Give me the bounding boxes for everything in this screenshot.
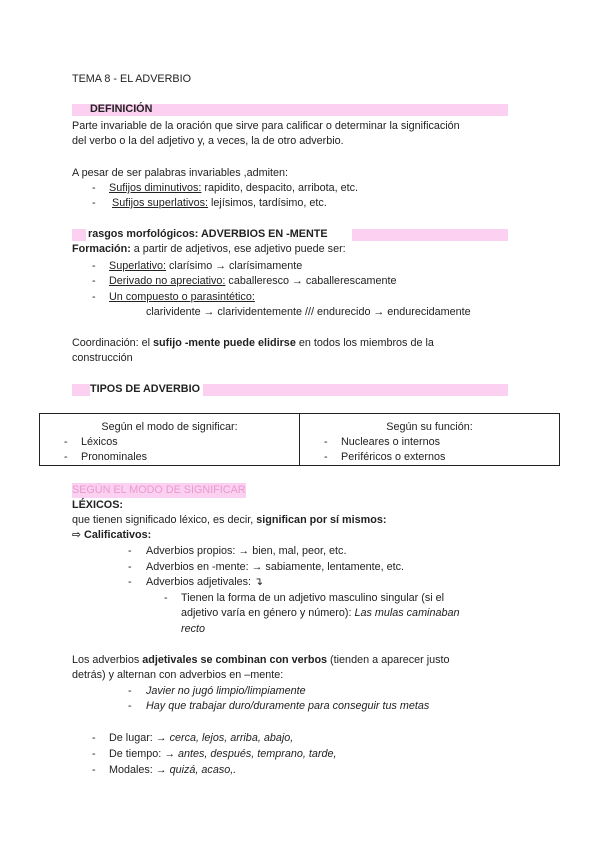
- example-javier: Javier no jugó limpio/limpiamente: [146, 685, 306, 697]
- clase-modales: Modales: → quizá, acaso,.: [109, 764, 237, 776]
- list-item: -: [92, 748, 96, 760]
- coordinacion-line-1: Coordinación: el sufijo -mente puede elidirse en todos los miembros de la: [72, 337, 434, 349]
- example-trabajar: Hay que trabajar duro/duramente para conseguir tus metas: [146, 700, 430, 712]
- tipos-heading: TIPOS DE ADVERBIO: [90, 382, 203, 397]
- tipos-table: [39, 413, 560, 466]
- modo-heading: SEGÚN EL MODO DE SIGNIFICAR: [72, 484, 246, 496]
- list-item: Adverbios propios: → bien, mal, peor, etc.: [146, 545, 347, 557]
- list-item: Superlativo: clarísimo → clarísimamente: [109, 260, 303, 272]
- sufijos-superlativos-label: Sufijos superlativos:: [112, 197, 209, 209]
- list-item: - Nucleares o internos: [324, 436, 441, 448]
- list-item: -: [128, 561, 132, 573]
- coordinacion-line-2: construcción: [72, 352, 133, 364]
- clase-lugar: De lugar: → cerca, lejos, arriba, abajo,: [109, 732, 294, 744]
- list-item: Adverbios adjetivales: ↴: [146, 576, 264, 588]
- list-item: Derivado no apreciativo: caballeresco → caballerescamente: [109, 275, 397, 287]
- list-item: -: [92, 732, 96, 744]
- list-item: -: [92, 260, 96, 272]
- list-item: - Pronominales: [64, 451, 148, 463]
- definicion-line-1: Parte invariable de la oración que sirve para calificar o determinar la significación: [72, 120, 460, 132]
- modo-significar-title: Según el modo de significar:: [101, 421, 238, 433]
- list-item: -: [92, 197, 96, 209]
- list-item: -: [128, 545, 132, 557]
- funcion-title: Según su función:: [386, 421, 473, 433]
- parasintetico-example: clarividente → clarividentemente /// endurecido → endurecidamente: [146, 306, 471, 318]
- lexicos-definition: que tienen significado léxico, es decir, significan por sí mismos:: [72, 514, 387, 526]
- adjetival-desc-1: Tienen la forma de un adjetivo masculino singular (si el: [181, 592, 445, 604]
- list-item: -: [92, 275, 96, 287]
- list-item: - Léxicos: [64, 436, 118, 448]
- list-item: -: [92, 764, 96, 776]
- calificativos-heading: ⇨ Calificativos:: [72, 529, 152, 541]
- list-item: - Periféricos o externos: [324, 451, 446, 463]
- page-title: TEMA 8 - EL ADVERBIO: [72, 73, 192, 85]
- list-item: -: [128, 576, 132, 588]
- adjetivales-line-1: Los adverbios adjetivales se combinan con verbos (tienden a aparecer justo: [72, 654, 450, 666]
- list-item: Sufijos superlativos: lejísimos, tardísimo, etc.: [112, 197, 327, 209]
- list-item: -: [128, 685, 132, 697]
- rasgos-highlight-left: [72, 229, 86, 241]
- list-item: -: [128, 700, 132, 712]
- list-item: -: [92, 182, 96, 194]
- adjetivales-line-2: detrás) y alternan con adverbios en –mente:: [72, 669, 284, 681]
- adjetival-desc-3: recto: [181, 623, 206, 635]
- formacion-line: Formación: a partir de adjetivos, ese adjetivo puede ser:: [72, 243, 346, 255]
- clase-tiempo: De tiempo: → antes, después, temprano, tarde,: [109, 748, 337, 760]
- definicion-heading: DEFINICIÓN: [90, 103, 153, 115]
- rasgos-heading: rasgos morfológicos: ADVERBIOS EN -MENTE: [88, 228, 328, 240]
- sufijos-diminutivos-label: Sufijos diminutivos:: [109, 182, 202, 194]
- list-item: Un compuesto o parasintético:: [109, 291, 255, 303]
- rasgos-highlight-right: [352, 229, 508, 241]
- definicion-line-2: del verbo o la del adjetivo y, a veces, la de otro adverbio.: [72, 135, 344, 147]
- list-item: -: [92, 291, 96, 303]
- invariables-intro: A pesar de ser palabras invariables ,admiten:: [72, 167, 289, 179]
- tipos-left-cell: [40, 414, 300, 466]
- tipos-right-cell: [300, 414, 560, 466]
- list-item: Sufijos diminutivos: rapidito, despacito, arribota, etc.: [109, 182, 359, 194]
- adjetival-desc-2: adjetivo varía en género y número): Las mulas caminaban: [181, 607, 460, 619]
- list-item: Adverbios en -mente: → sabiamente, lentamente, etc.: [146, 561, 405, 573]
- list-item: -: [164, 592, 168, 604]
- lexicos-heading: LÉXICOS:: [72, 499, 123, 511]
